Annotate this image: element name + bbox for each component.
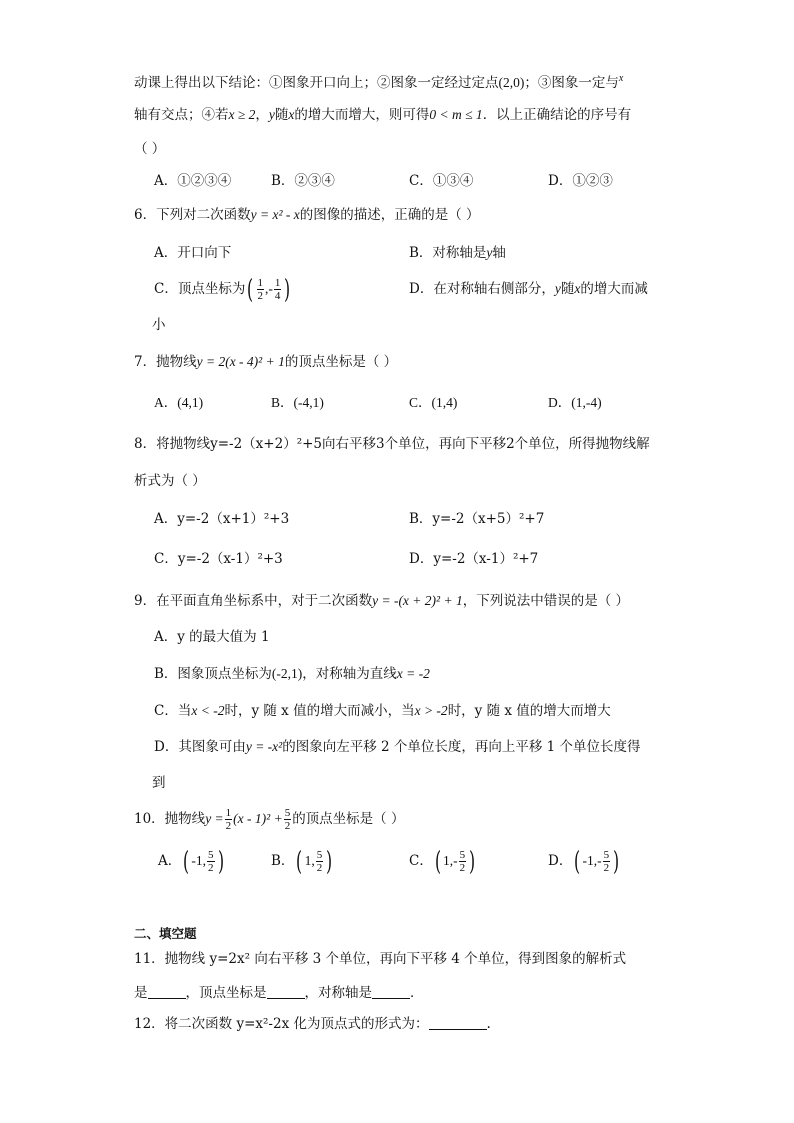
q10-option-b: B．( 1, $\frac{5}{2}$ ) [271, 846, 333, 877]
q10-option-d: D．( -1,- $\frac{5}{2}$ ) [548, 846, 620, 877]
q8-stem-wrap: 析式为（ ） [134, 473, 206, 489]
q9-option-d: D．其图象可由y = -x²的图象向左平移 2 个单位长度，再向上平移 1 个单位长度得 [154, 739, 641, 755]
q7-option-c: C．(1,4) [409, 395, 458, 410]
q11-blank-expression[interactable] [148, 986, 186, 999]
q6-function: y = x² - x [250, 207, 300, 222]
q9-option-d-wrap: 到 [152, 775, 166, 791]
q5-option-d: D．①②③ [548, 173, 613, 189]
q10-fraction-five-halves: $\frac{5}{2}$ [284, 807, 291, 832]
q8-option-c: C．y=-2（x-1）²+3 [154, 551, 283, 567]
q9-function: y = -(x + 2)² + 1 [372, 593, 463, 608]
q9-option-b: B．图象顶点坐标为(-2,1)，对称轴为直线x = -2 [154, 666, 430, 682]
q8-option-b: B．y=-2（x+5）²+7 [409, 511, 545, 527]
q11-blank-axis[interactable] [372, 986, 410, 999]
q7-stem: 7．抛物线y = 2(x - 4)² + 1的顶点坐标是（ ） [134, 354, 398, 370]
q11-stem: 11．抛物线 y=2x² 向右平移 3 个单位，再向下平移 4 个单位，得到图象的解析式 [134, 951, 627, 967]
q7-function: y = 2(x - 4)² + 1 [196, 354, 285, 369]
q6-option-d-wrap: 小 [152, 317, 166, 333]
q6-c-fraction-1: $\frac{1}{2}$ [257, 277, 263, 302]
q6-c-fraction-2: $\frac{1}{4}$ [274, 277, 281, 302]
q10-option-c: C．( 1,- $\frac{5}{2}$ ) [409, 846, 476, 877]
q8-option-d: D．y=-2（x-1）²+7 [409, 551, 539, 567]
q8-stem: 8．将抛物线y=-2（x+2）²+5向右平移3个单位，再向下平移2个单位，所得抛物线解 [134, 436, 650, 452]
q11-blank-vertex[interactable] [267, 986, 305, 999]
q6-stem: 6．下列对二次函数y = x² - x的图像的描述，正确的是（ ） [134, 207, 480, 223]
q9-option-a: A．y 的最大值为 1 [154, 629, 270, 645]
q6-option-b: B．对称轴是y轴 [409, 245, 506, 261]
q5-point: (2,0) [498, 75, 525, 90]
q9-stem: 9．在平面直角坐标系中，对于二次函数y = -(x + 2)² + 1，下列说法中错误的是（ ） [134, 593, 629, 609]
q7-option-d: D．(1,-4) [548, 395, 602, 410]
q9-option-c: C．当x < -2时，y 随 x 值的增大而减小，当x > -2时，y 随 x 值的增大而增大 [154, 703, 611, 719]
q6-option-c: C．顶点坐标为( $\frac{1}{2}$ ,- $\frac{1}{4}$ ) [154, 274, 291, 305]
q6-option-d: D．在对称轴右侧部分，y随x的增大而减 [409, 281, 648, 297]
q12-blank-vertex-form[interactable] [429, 1017, 487, 1030]
q5-option-b: B．②③④ [271, 173, 335, 189]
q5-option-a: A．①②③④ [154, 173, 232, 189]
q10-option-a: A．( -1, $\frac{5}{2}$ ) [158, 846, 224, 877]
q5-option-c: C．①③④ [409, 173, 474, 189]
q5-line2: 轴有交点；④若x ≥ 2，y随x的增大而增大，则可得0 < m ≤ 1．以上正确结论的序号有 [134, 107, 632, 123]
section-heading: 二、填空题 [134, 926, 197, 941]
q10-fraction-half: $\frac{1}{2}$ [225, 807, 232, 832]
q5-line1: 动课上得出以下结论：①图象开口向上；②图象一定经过定点(2,0)；③图象一定与$^x$ [134, 73, 624, 91]
q8-option-a: A．y=-2（x+1）²+3 [154, 511, 290, 527]
q10-stem: 10．抛物线y = $\frac{1}{2}$ (x - 1)² + $\frac{5}{2}$ 的顶点坐标是（ ） [134, 807, 405, 832]
q5-condition: x ≥ 2 [228, 107, 256, 122]
q5-range: 0 < m ≤ 1 [429, 107, 483, 122]
q12-stem: 12．将二次函数 y=x²-2x 化为顶点式的形式为： . [134, 1016, 491, 1032]
q11-blanks-line: 是 ，顶点坐标是 ，对称轴是 ． [134, 985, 424, 1001]
q7-option-b: B．(-4,1) [271, 395, 324, 410]
q6-option-a: A．开口向下 [154, 245, 232, 261]
q7-option-a: A．(4,1) [154, 395, 204, 410]
q5-answer-paren: （ ） [134, 141, 166, 157]
